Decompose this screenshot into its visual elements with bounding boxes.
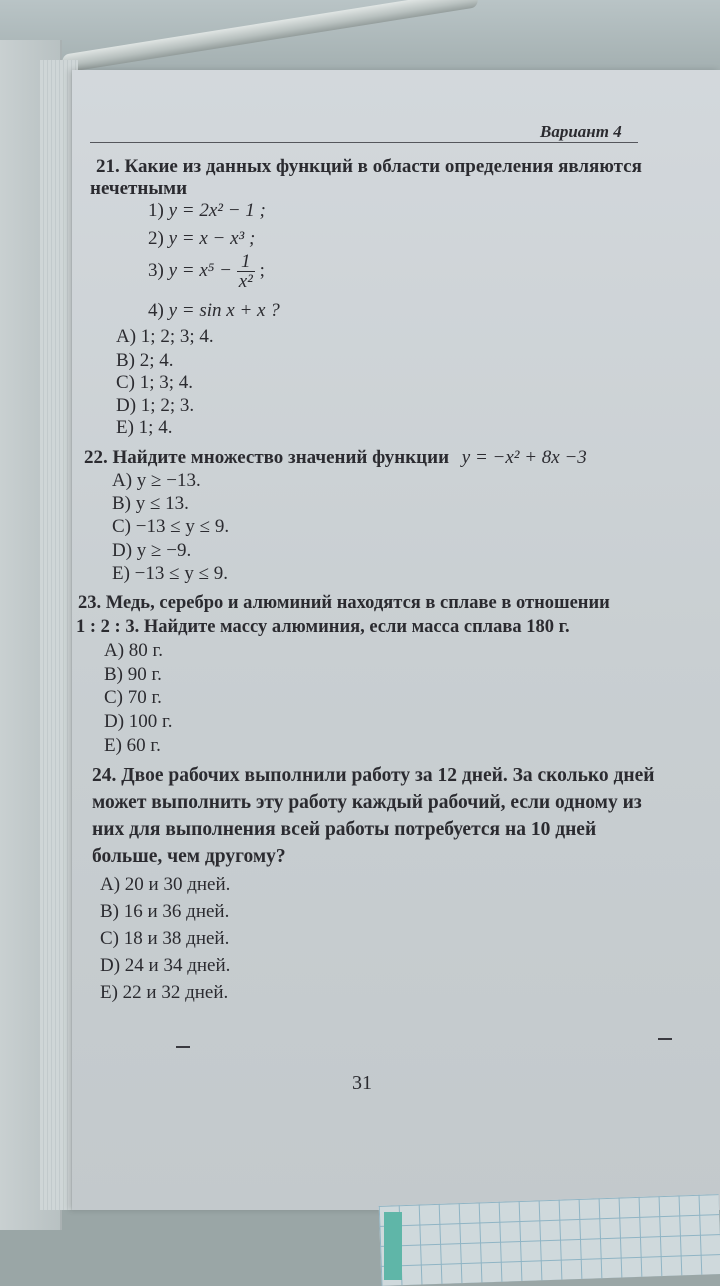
print-mark — [176, 1046, 190, 1048]
q24-text-line3: них для выполнения всей работы потребуется на 10 дней — [92, 819, 597, 840]
q22-question: 22. Найдите множество значений функции — [84, 447, 450, 468]
notebook-margin — [384, 1212, 402, 1280]
q23-option-e: E) 60 г. — [104, 735, 161, 756]
q22-option-b: B) y ≤ 13. — [112, 493, 189, 514]
q21-option-d: D) 1; 2; 3. — [116, 395, 195, 416]
q24-text-line4: больше, чем другому? — [92, 846, 286, 867]
q24-option-d: D) 24 и 34 дней. — [100, 955, 231, 976]
q21-function-3-lead: y = x⁵ − — [168, 259, 232, 281]
q21-function-2 — [148, 228, 255, 250]
q24-option-e: E) 22 и 32 дней. — [100, 982, 229, 1003]
q21-option-b: B) 2; 4. — [116, 350, 174, 371]
q21-text-line1: 21. Какие из данных функций в области определения являются — [96, 156, 642, 177]
q21-function-3-end: ; — [259, 259, 265, 281]
q22-option-d: D) y ≥ −9. — [112, 540, 192, 561]
q23-option-d: D) 100 г. — [104, 711, 173, 732]
q23-option-c: C) 70 г. — [104, 687, 162, 708]
q24-text-line2: может выполнить эту работу каждый рабочий, если одному из — [92, 792, 642, 813]
header-rule — [90, 142, 638, 143]
q22-formula: y = −x² + 8x −3 — [461, 447, 587, 468]
q21-option-a: A) 1; 2; 3; 4. — [116, 326, 214, 347]
q24-option-a: A) 20 и 30 дней. — [100, 874, 231, 895]
q21-option-c: C) 1; 3; 4. — [116, 372, 194, 393]
fraction-numerator: 1 — [237, 252, 255, 272]
q21-function-2-number: 2) — [148, 228, 164, 249]
q24-option-c: C) 18 и 38 дней. — [100, 928, 230, 949]
q22-option-a: A) y ≥ −13. — [112, 470, 201, 491]
grid-notebook — [379, 1194, 720, 1286]
q22-option-e: E) −13 ≤ y ≤ 9. — [112, 563, 229, 584]
q21-function-3-fraction — [237, 252, 255, 291]
q21-function-3 — [148, 252, 265, 291]
q21-text-line2: нечетными — [90, 178, 188, 199]
q23-option-b: B) 90 г. — [104, 664, 162, 685]
q21-function-1 — [148, 200, 266, 222]
q23-option-a: A) 80 г. — [104, 640, 163, 661]
q21-function-1-number: 1) — [148, 200, 164, 221]
q24-text-line1: 24. Двое рабочих выполнили работу за 12 дней. За сколько дней — [92, 765, 655, 786]
q21-function-2-expr: y = x − x³ ; — [168, 228, 256, 249]
q21-function-3-number: 3) — [148, 259, 164, 281]
q21-option-e: E) 1; 4. — [116, 417, 173, 438]
variant-header: Вариант 4 — [540, 122, 622, 141]
q21-function-4 — [148, 300, 280, 322]
q24-option-b: B) 16 и 36 дней. — [100, 901, 230, 922]
q23-text-line2: 1 : 2 : 3. Найдите массу алюминия, если масса сплава 180 г. — [76, 617, 570, 637]
q21-function-4-number: 4) — [148, 300, 164, 321]
fraction-denominator: x² — [238, 271, 253, 292]
q22-option-c: C) −13 ≤ y ≤ 9. — [112, 516, 230, 537]
q23-text-line1: 23. Медь, серебро и алюминий находятся в сплаве в отношении — [78, 593, 610, 613]
print-mark — [658, 1038, 672, 1040]
q22-text — [84, 447, 587, 469]
q21-function-1-expr: y = 2x² − 1 ; — [168, 200, 266, 221]
page-number: 31 — [352, 1072, 372, 1094]
q21-function-4-expr: y = sin x + x ? — [168, 300, 280, 321]
